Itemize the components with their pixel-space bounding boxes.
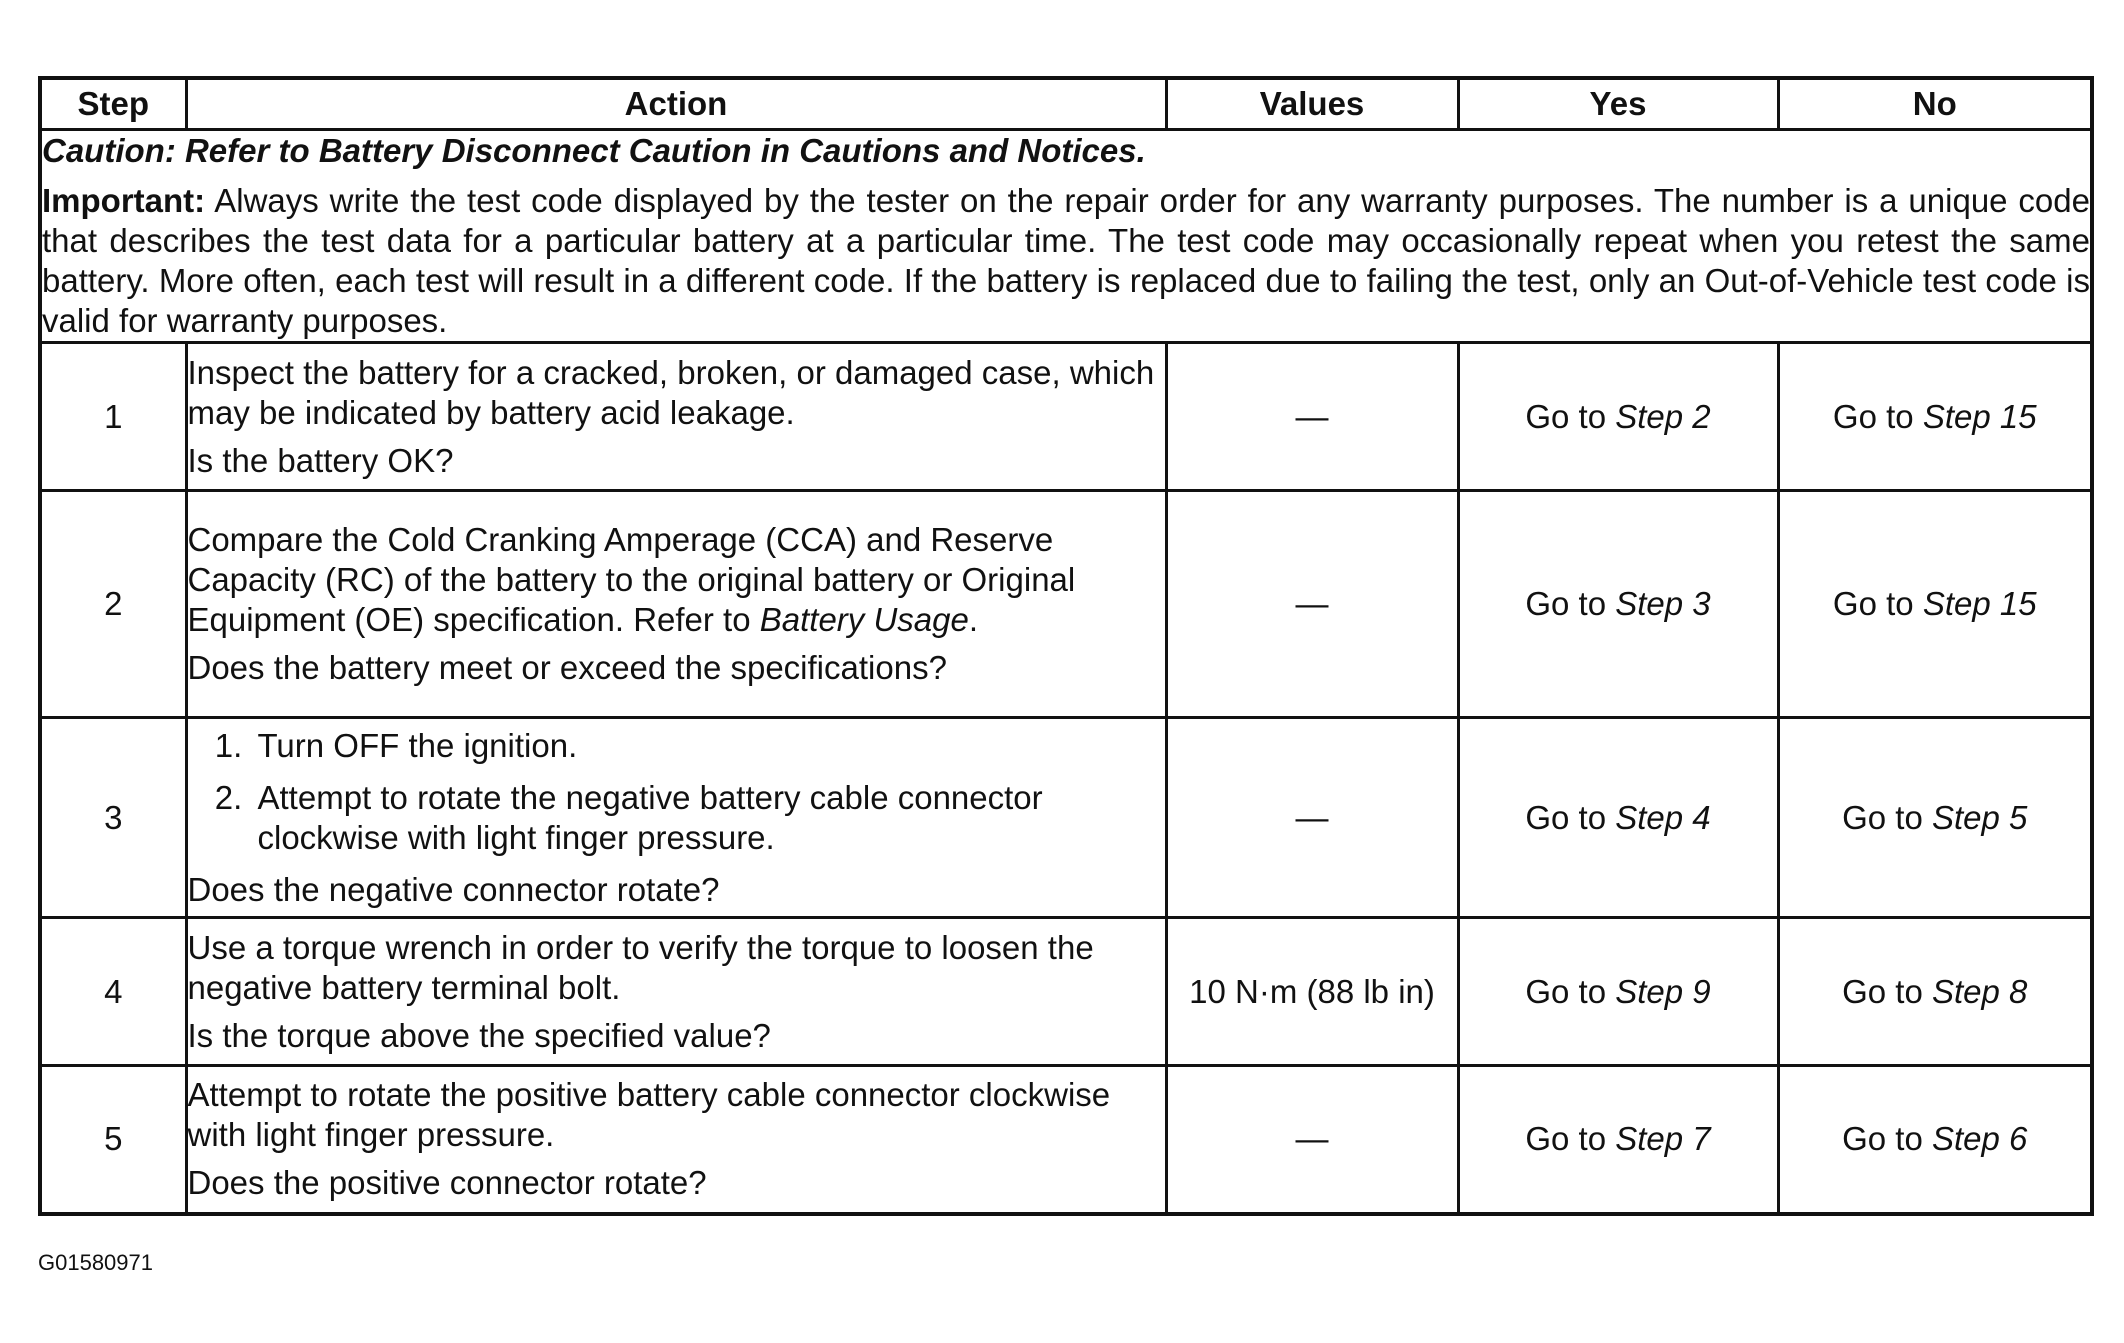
values-cell: — <box>1166 343 1458 491</box>
no-prefix: Go to <box>1842 798 1932 836</box>
yes-step-link: Step 3 <box>1615 585 1711 622</box>
important-note <box>42 181 2090 341</box>
values-cell: — <box>1166 718 1458 918</box>
yes-prefix: Go to <box>1525 972 1616 1010</box>
no-prefix: Go to <box>1832 585 1923 622</box>
action-question: Is the torque above the specified value? <box>187 1016 771 1054</box>
battery-usage-reference: Battery Usage <box>759 601 969 638</box>
figure-id: G01580971 <box>38 1250 153 1275</box>
no-step-link: Step 6 <box>1931 1120 2028 1158</box>
yes-prefix: Go to <box>1525 397 1616 435</box>
action-cell <box>186 918 1166 1066</box>
no-cell <box>1778 918 2092 1066</box>
step-number: 5 <box>40 1066 186 1214</box>
no-prefix: Go to <box>1842 972 1932 1010</box>
action-cell <box>186 718 1166 918</box>
table-row <box>40 343 2092 491</box>
header-step: Step <box>40 78 186 130</box>
step-number: 1 <box>40 343 186 491</box>
yes-cell <box>1458 343 1778 491</box>
action-cell <box>186 343 1166 491</box>
action-cell <box>186 491 1166 718</box>
header-action: Action <box>186 78 1166 130</box>
notice-row <box>40 130 2092 343</box>
yes-cell <box>1458 1066 1778 1214</box>
action-text: Inspect the battery for a cracked, broken, or damaged case, which may be indicated by battery acid leakage. <box>187 353 1155 431</box>
action-text <box>188 520 1165 640</box>
header-yes: Yes <box>1458 78 1778 130</box>
notice-cell <box>40 130 2092 343</box>
values-cell: — <box>1166 491 1458 718</box>
action-list <box>188 726 1165 858</box>
yes-cell <box>1458 718 1778 918</box>
no-prefix: Go to <box>1842 1120 1932 1158</box>
yes-cell <box>1458 918 1778 1066</box>
no-prefix: Go to <box>1832 397 1923 435</box>
yes-prefix: Go to <box>1525 585 1616 622</box>
action-text-end: . <box>968 601 979 638</box>
table-row <box>40 491 2092 718</box>
important-text: Always write the test code displayed by the tester on the repair order for any warranty purposes. The number is a unique code that describes the test data for a particular battery at a particular time. The test code may occasionally repeat when you retest the same battery. More often, each test will result in a different code. If the battery is replaced due to failing the test, only an Out-of-Vehicle test code is valid for warranty purposes. <box>42 182 2090 339</box>
action-question: Does the negative connector rotate? <box>187 870 720 908</box>
action-cell <box>186 1066 1166 1214</box>
action-question: Is the battery OK? <box>187 441 454 479</box>
list-item: 1. Turn OFF the ignition. <box>252 726 1165 766</box>
list-item: 2. Attempt to rotate the negative battery cable connector clockwise with light finger pressure. <box>252 778 1165 858</box>
action-text: Attempt to rotate the positive battery cable connector clockwise with light finger pressure. <box>187 1076 1111 1154</box>
table-row <box>40 718 2092 918</box>
header-row <box>40 78 2092 130</box>
table-row <box>40 1066 2092 1214</box>
yes-step-link: Step 7 <box>1615 1120 1711 1158</box>
header-no: No <box>1778 78 2092 130</box>
yes-step-link: Step 9 <box>1615 972 1711 1010</box>
yes-cell <box>1458 491 1778 718</box>
yes-prefix: Go to <box>1525 798 1616 836</box>
no-step-link: Step 5 <box>1931 798 2028 836</box>
step-number: 2 <box>40 491 186 718</box>
action-question: Does the positive connector rotate? <box>187 1164 707 1202</box>
yes-step-link: Step 4 <box>1615 798 1711 836</box>
no-cell <box>1778 1066 2092 1214</box>
no-cell <box>1778 343 2092 491</box>
important-label: Important: <box>42 182 206 219</box>
step-number: 3 <box>40 718 186 918</box>
no-step-link: Step 15 <box>1922 397 2037 435</box>
yes-step-link: Step 2 <box>1615 397 1711 435</box>
header-values: Values <box>1166 78 1458 130</box>
diagnostic-table <box>38 76 2094 1216</box>
step-number: 4 <box>40 918 186 1066</box>
values-cell: 10 N·m (88 lb in) <box>1166 918 1458 1066</box>
no-cell <box>1778 718 2092 918</box>
table-row <box>40 918 2092 1066</box>
action-text: Use a torque wrench in order to verify the torque to loosen the negative battery terminal bolt. <box>187 928 1094 1006</box>
no-cell <box>1778 491 2092 718</box>
action-question: Does the battery meet or exceed the specifications? <box>187 649 947 686</box>
yes-prefix: Go to <box>1525 1120 1616 1158</box>
values-cell: — <box>1166 1066 1458 1214</box>
action-text-main: Compare the Cold Cranking Amperage (CCA) and Reserve Capacity (RC) of the battery to the original battery or Original Equipment (OE) specification. Refer to <box>187 521 1076 638</box>
caution-text: Caution: Refer to Battery Disconnect Caution in Cautions and Notices. <box>42 132 1146 169</box>
no-step-link: Step 8 <box>1931 972 2028 1010</box>
no-step-link: Step 15 <box>1922 585 2037 622</box>
